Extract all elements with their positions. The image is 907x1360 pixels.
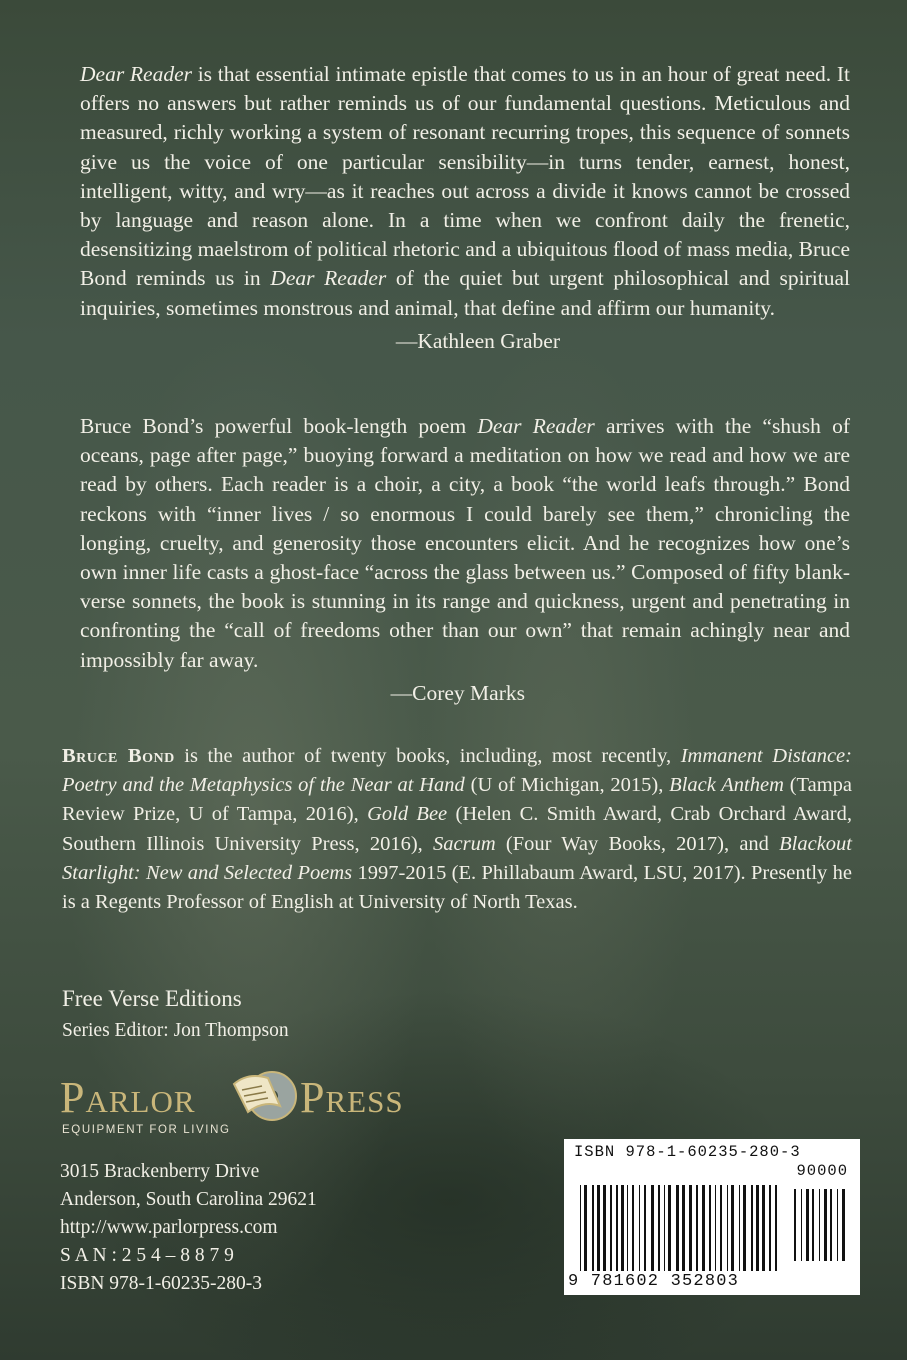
barcode-bar [616,1185,618,1271]
bio-text [62,742,852,917]
address-website: http://www.parlorpress.com [60,1217,278,1238]
bio-part: 1997-2015 (E. Phillabaum Award, LSU, 2017). Presently he is a Regents Professor of English at University of North Texas. [62,861,852,914]
bio-part: (U of Michigan, 2015), [464,774,670,797]
blurb-text [80,60,850,323]
barcode-bar [696,1185,698,1271]
barcode-bar [664,1185,665,1271]
series-editor: Series Editor: Jon Thompson [62,1020,289,1041]
barcode-bar [702,1185,705,1271]
barcode-bar [597,1185,600,1271]
barcode-addon-bar [842,1189,845,1261]
barcode-bars [576,1163,852,1271]
blurb-attribution: —Corey Marks [390,680,525,705]
barcode-bar [592,1185,594,1271]
isbn-barcode [564,1139,860,1295]
logo-word-left: Parlor [60,1073,196,1122]
barcode-bar [682,1185,685,1271]
address-city: Anderson, South Carolina 29621 [60,1189,317,1210]
address-isbn: ISBN 978-1-60235-280-3 [60,1273,263,1294]
author-bio [62,742,852,917]
blurb-corey-marks [80,412,850,706]
barcode-addon-bar [824,1189,827,1261]
barcode-bar [632,1185,634,1271]
barcode-addon-bar [812,1189,814,1261]
book-title: Dear Reader [477,414,595,438]
book-title: Dear Reader [270,266,387,291]
barcode-addon-bar [801,1189,802,1261]
barcode-bar [580,1185,581,1271]
barcode-digits: 9 781602 352803 [568,1272,740,1291]
blurb-text [80,412,850,675]
scroll-disc-icon [228,1066,300,1130]
barcode-bar [751,1185,753,1271]
blurb-attribution: —Kathleen Graber [395,328,560,353]
book-title: Sacrum [433,832,496,855]
barcode-bar [769,1185,771,1271]
barcode-isbn-label: ISBN 978-1-60235-280-3 [574,1143,801,1161]
barcode-bar [762,1185,765,1271]
barcode-addon-bar [830,1189,832,1261]
barcode-bar [709,1185,711,1271]
barcode-bar [676,1185,679,1271]
bio-part: (Helen C. Smith Award, Crab Orchard Award, Southern Illinois University Press, 2016), [62,803,852,855]
barcode-bar [610,1185,612,1271]
blurb-text-part: arrives with the “shush of oceans, page after page,” buoying forward a meditation on how we read and how we are read by others. Each reader is a choir, a city, a book “the world leafs through.” Bond reckons with “inner lives / so enormous I could barely see them,” chronicling the longing, cruelty, and generosity those encounters elicit. And he recognizes how one’s own inner life casts a ghost-face “across the glass between us.” Composed of fifty blank-verse sonnets, the book is stunning in its range and quickness, urgent and penetrating in confronting the “call of freedoms other than our own” that remain achingly near and impossibly far away. [80,414,850,672]
barcode-addon-bar [794,1189,796,1261]
barcode-price-code: 90000 [796,1162,848,1180]
barcode-bar [715,1185,716,1271]
publisher-logo [60,1066,440,1146]
barcode-addon-bar [819,1189,820,1261]
barcode-bar [627,1185,628,1271]
logo-tagline: EQUIPMENT FOR LIVING [62,1124,231,1136]
barcode-addon-bar [806,1189,809,1261]
barcode-bar [651,1185,654,1271]
series-title: Free Verse Editions [62,986,242,1011]
barcode-bar [739,1185,740,1271]
book-title: Black Anthem [669,774,784,797]
barcode-bar [756,1185,759,1271]
barcode-bar [720,1185,722,1271]
blurb-text-part: of the quiet but urgent philosophical and spiritual inquiries, sometimes monstrous and animal, that define and affirm our humanity. [80,266,850,320]
barcode-bar [668,1185,671,1271]
logo-word-right: Press [300,1073,404,1122]
bio-part: (Four Way Books, 2017), and [495,832,780,855]
bio-part: is the author of twenty books, including, most recently, [174,745,681,767]
barcode-bar [639,1185,640,1271]
barcode-bar [727,1185,728,1271]
bio-part: (Tampa Review Prize, U of Tampa, 2016), [62,774,853,826]
address-street: 3015 Brackenberry Drive [60,1161,260,1182]
barcode-addon-bar [837,1189,838,1261]
address-san: S A N : 2 5 4 – 8 8 7 9 [60,1245,234,1266]
blurb-text-part: is that essential intimate epistle that comes to us in an hour of great need. It offers no answers but rather reminds us of our fundamental questions. Meticulous and measured, richly working a system of resonant recurring tropes, this sequence of sonnets give us the voice of one particular sensibility—in turns tender, earnest, honest, intelligent, witty, and wry—as it reaches out across a divide it knows cannot be crossed by language and reason alone. In a time when we confront daily the frenetic, desensitizing maelstrom of political rhetoric and a ubiquitous flood of mass media, Bruce Bond reminds us in [80,62,851,291]
blurb-text-part: Bruce Bond’s powerful book-length poem [80,414,478,438]
barcode-bar [621,1185,624,1271]
barcode-bar [644,1185,646,1271]
barcode-bar [603,1185,606,1271]
author-name: Bruce Bond [62,745,175,767]
blurb-kathleen-graber [80,60,850,354]
barcode-bar [689,1185,692,1271]
book-title: Immanent Distance: Poetry and the Metaphysics of the Near at Hand [62,745,852,797]
book-title: Dear Reader [80,62,192,86]
barcode-bar [743,1185,746,1271]
barcode-bar [731,1185,734,1271]
barcode-bar [584,1185,587,1271]
book-title: Blackout Starlight: New and Selected Poems [62,832,853,884]
publisher-address [60,1158,317,1298]
book-title: Gold Bee [367,803,448,826]
barcode-bar [775,1185,777,1271]
barcode-bar [658,1185,660,1271]
